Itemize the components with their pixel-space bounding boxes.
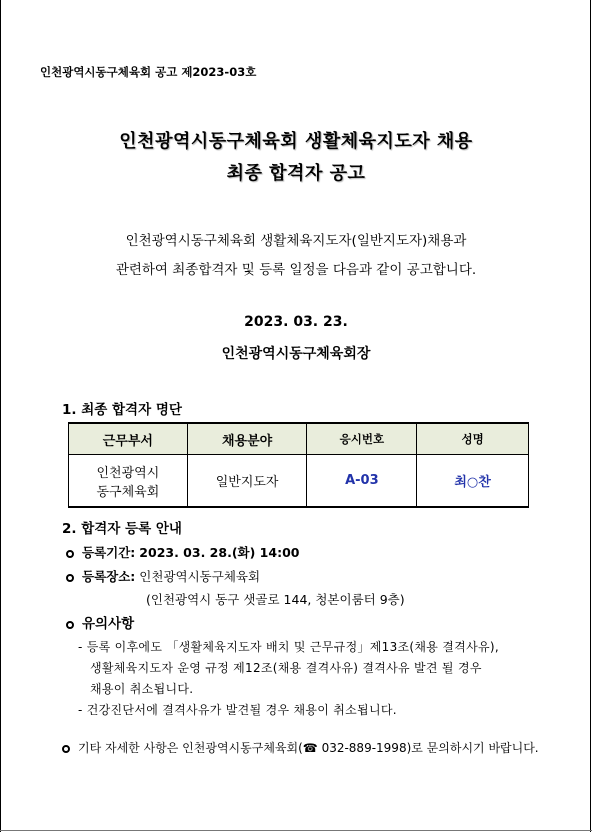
page-border-left (0, 0, 1, 832)
cell-name: 최○찬 (417, 455, 529, 508)
place-value: 인천광역시동구체육회 (139, 569, 261, 584)
table-row (69, 455, 529, 508)
note1-line1: - 등록 이후에도 「생활체육지도자 배치 및 근무규정」제13조(채용 결격사유), (78, 640, 499, 654)
place-label: 등록장소: (82, 569, 136, 584)
contact-suffix: )로 문의하시기 바랍니다. (406, 741, 539, 755)
announcement-date: 2023. 03. 23. (244, 314, 348, 330)
notes-heading (66, 612, 134, 632)
circle-bullet-icon (66, 550, 74, 558)
intro-text-line2: 관련하여 최종합격자 및 등록 일정을 다음과 같이 공고합니다. (115, 262, 477, 278)
table-header-row (69, 423, 529, 455)
cell-exam-no: A-03 (307, 455, 417, 508)
registration-period (66, 543, 299, 561)
period-value: 2023. 03. 28.(화) 14:00 (139, 545, 300, 560)
circle-bullet-icon (66, 621, 74, 629)
section2-heading: 2. 합격자 등록 안내 (62, 521, 182, 537)
cell-field: 일반지도자 (187, 455, 307, 508)
note2: - 건강진단서에 결격사유가 발견될 경우 채용이 취소됩니다. (78, 703, 397, 717)
issuer-name: 인천광역시동구체육회장 (221, 346, 371, 362)
registration-place (66, 567, 260, 585)
document-title-line2: 최종 합격자 공고 (226, 163, 366, 184)
column-header-field: 채용분야 (187, 423, 307, 455)
column-header-name: 성명 (417, 423, 529, 455)
note1-line3: 채용이 취소됩니다. (90, 682, 194, 696)
cell-dept (69, 455, 188, 508)
period-label: 등록기간: (82, 545, 136, 560)
phone-icon: ☎ (302, 741, 318, 755)
circle-bullet-icon (66, 574, 74, 582)
contact-info (62, 739, 539, 756)
intro-text-line1: 인천광역시동구체육회 생활체육지도자(일반지도자)채용과 (125, 233, 467, 249)
place-address: (인천광역시 동구 샛골로 144, 청본이룸터 9층) (146, 592, 405, 607)
contact-phone: 032-889-1998 (317, 741, 407, 755)
circle-bullet-icon (62, 745, 70, 753)
notes-title: 유의사항 (82, 616, 135, 632)
document-title-line1: 인천광역시동구체육회 생활체육지도자 채용 (119, 131, 473, 152)
cell-dept-line1: 인천광역시 (96, 465, 160, 481)
page-border-bottom (0, 830, 592, 831)
notice-number: 인천광역시동구체육회 공고 제2023-03호 (40, 65, 257, 79)
column-header-dept: 근무부서 (69, 423, 188, 455)
note1-line2: 생활체육지도자 운영 규정 제12조(채용 결격사유) 결격사유 발견 될 경우 (90, 661, 482, 675)
cell-dept-line2: 동구체육회 (96, 484, 160, 500)
page-border-right (590, 0, 591, 832)
column-header-exam-no: 응시번호 (307, 423, 417, 455)
contact-prefix: 기타 자세한 사항은 인천광역시동구체육회( (78, 741, 303, 755)
section1-heading: 1. 최종 합격자 명단 (62, 402, 182, 418)
finalist-table (68, 422, 529, 508)
